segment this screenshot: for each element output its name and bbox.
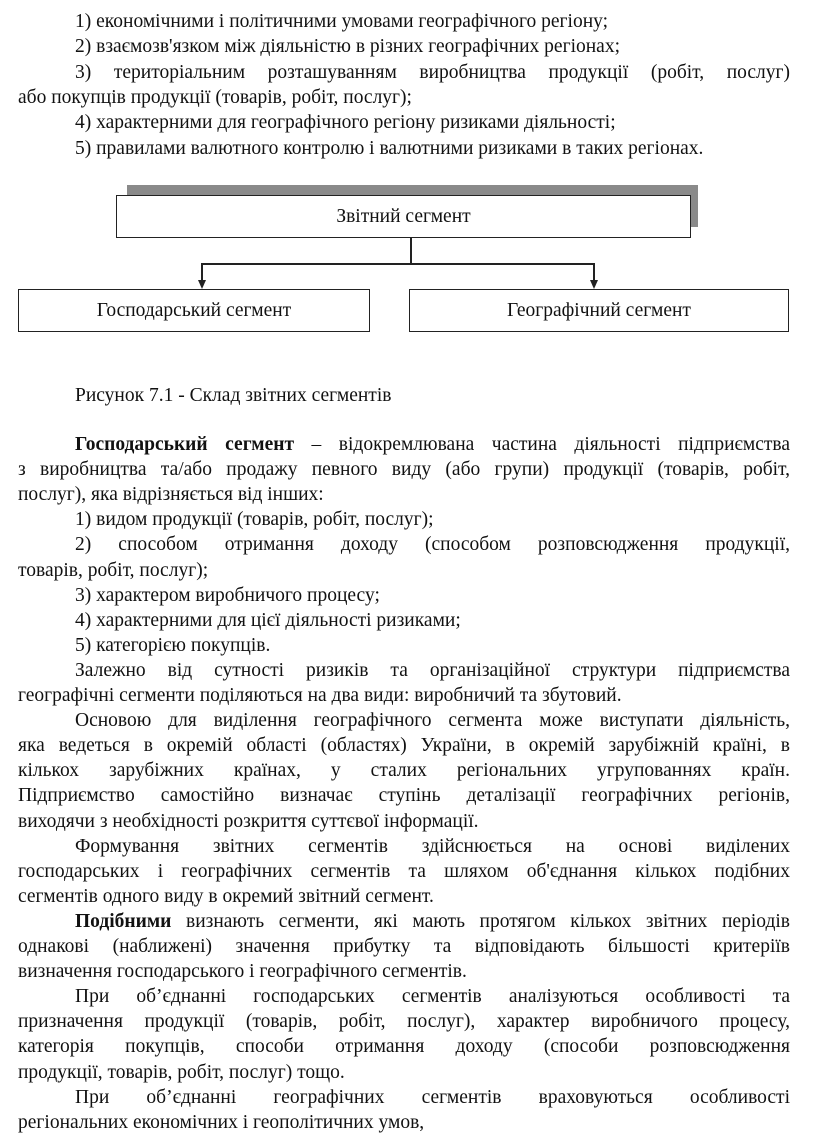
- text-line: [18, 559, 790, 583]
- line-text: При об’єднанні господарських сегментів аналізуються особливості та: [75, 986, 790, 1008]
- connector: [593, 263, 595, 281]
- text-line: [18, 1111, 790, 1135]
- text-line: [18, 483, 790, 507]
- line-text: однакові (наближені) значення прибутку та відповідають більшості критеріїв: [18, 936, 790, 957]
- line-text: категорія покупців, способи отримання доходу (способи розповсюдження: [18, 1036, 790, 1058]
- text-line: [75, 137, 790, 161]
- line-text: – відокремлювана частина діяльності підприємства: [294, 434, 790, 455]
- text-line: [18, 960, 790, 984]
- line-text: 3) характером виробничого процесу;: [75, 584, 380, 606]
- text-line: [18, 86, 790, 110]
- line-text: послуг), яка відрізняється від інших:: [18, 484, 324, 506]
- geographic-segment-box: [409, 289, 789, 332]
- text-line: [18, 684, 790, 708]
- text-line: [18, 1035, 790, 1059]
- line-text: господарських і географічних сегментів та шляхом об'єднання кількох подібних: [18, 860, 790, 882]
- text-line: [75, 35, 790, 59]
- text-line: [18, 860, 790, 884]
- text-line: [75, 634, 790, 658]
- line-text: 5) правилами валютного контролю і валютними ризиками в таких регіонах.: [75, 137, 704, 159]
- line-text: Залежно від сутності ризиків та організаційної структури підприємства: [75, 659, 790, 681]
- bold-term: Подібними: [75, 910, 172, 932]
- line-text: продукції, товарів, робіт, послуг) тощо.: [18, 1061, 345, 1083]
- text-line: [18, 810, 790, 834]
- geographic-segment-label: Географічний сегмент: [507, 299, 691, 321]
- arrow-down-icon: [198, 280, 206, 289]
- line-text: регіональних економічних і геополітичних умов,: [18, 1111, 425, 1133]
- line-text: кількох зарубіжних країнах, у сталих регіональних угрупованнях країн.: [18, 760, 790, 782]
- line-text: 1) видом продукції (товарів, робіт, послуг);: [75, 509, 434, 531]
- line-text: призначення продукції (товарів, робіт, послуг), характер виробничого процесу,: [18, 1011, 790, 1033]
- line-text: Підприємство самостійно визначає ступінь деталізації географічних регіонів,: [18, 785, 790, 807]
- text-line: [75, 508, 790, 532]
- line-text: 1) економічними і політичними умовами географічного регіону;: [75, 11, 609, 32]
- line-text: географічні сегменти поділяються на два види: виробничий та збутовий.: [18, 685, 622, 706]
- business-segment-box: [18, 289, 370, 332]
- text-line: [75, 584, 790, 608]
- text-line: [18, 1061, 790, 1085]
- root-segment-label: Звітний сегмент: [336, 205, 471, 227]
- text-line: [18, 1010, 790, 1034]
- line-text: 4) характерними для географічного регіону ризиками діяльності;: [75, 112, 616, 134]
- line-text: 3) територіальним розташуванням виробництва продукції (робіт, послуг): [75, 61, 790, 83]
- line-text: Основою для виділення географічного сегмента може виступати діяльність,: [75, 710, 790, 732]
- text-line: [75, 910, 790, 934]
- figure-caption: Рисунок 7.1 - Склад звітних сегментів: [75, 385, 392, 406]
- text-line: [18, 759, 790, 783]
- business-segment-label: Господарський сегмент: [96, 299, 292, 321]
- text-line: [75, 709, 790, 733]
- text-line: [18, 458, 790, 482]
- text-line: [75, 10, 790, 34]
- line-text: 2) способом отримання доходу (способом розповсюдження продукції,: [75, 534, 790, 556]
- line-text: товарів, робіт, послуг);: [18, 559, 209, 581]
- line-text: 2) взаємозв'язком між діяльністю в різних географічних регіонах;: [75, 36, 621, 58]
- line-text: При об’єднанні географічних сегментів враховуються особливості: [75, 1086, 790, 1108]
- line-text: з виробництва та/або продажу певного виду (або групи) продукції (товарів, робіт,: [18, 459, 790, 481]
- text-line: [75, 1086, 790, 1110]
- line-text: 5) категорією покупців.: [75, 634, 271, 656]
- text-line: [75, 533, 790, 557]
- line-text: Формування звітних сегментів здійснюється на основі виділених: [75, 835, 790, 857]
- text-line: [75, 111, 790, 135]
- text-line: [75, 985, 790, 1009]
- line-text: визначення господарського і географічного сегментів.: [18, 961, 467, 983]
- line-text: яка ведеться в окремій області (областях) України, в окремій зарубіжній країні, в: [18, 735, 790, 757]
- arrow-down-icon: [590, 280, 598, 289]
- text-line: [75, 609, 790, 633]
- line-text: визнають сегменти, які мають протягом кількох звітних періодів: [171, 910, 790, 932]
- connector: [201, 263, 203, 281]
- text-line: [75, 835, 790, 859]
- line-text: сегментів одного виду в окремий звітний сегмент.: [18, 885, 434, 907]
- text-line: [75, 61, 790, 85]
- bold-term: Господарський сегмент: [75, 434, 295, 455]
- connector: [410, 237, 412, 264]
- text-line: [18, 784, 790, 808]
- root-segment-box: [116, 195, 691, 238]
- line-text: 4) характерними для цієї діяльності ризиками;: [75, 609, 461, 631]
- connector: [201, 263, 594, 265]
- line-text: або покупців продукції (товарів, робіт, послуг);: [18, 86, 412, 108]
- text-line: [75, 433, 790, 457]
- line-text: виходячи з необхідності розкриття суттєвої інформації.: [18, 810, 479, 832]
- text-line: [18, 885, 790, 909]
- text-line: [18, 734, 790, 758]
- text-line: [18, 935, 790, 959]
- text-line: [75, 659, 790, 683]
